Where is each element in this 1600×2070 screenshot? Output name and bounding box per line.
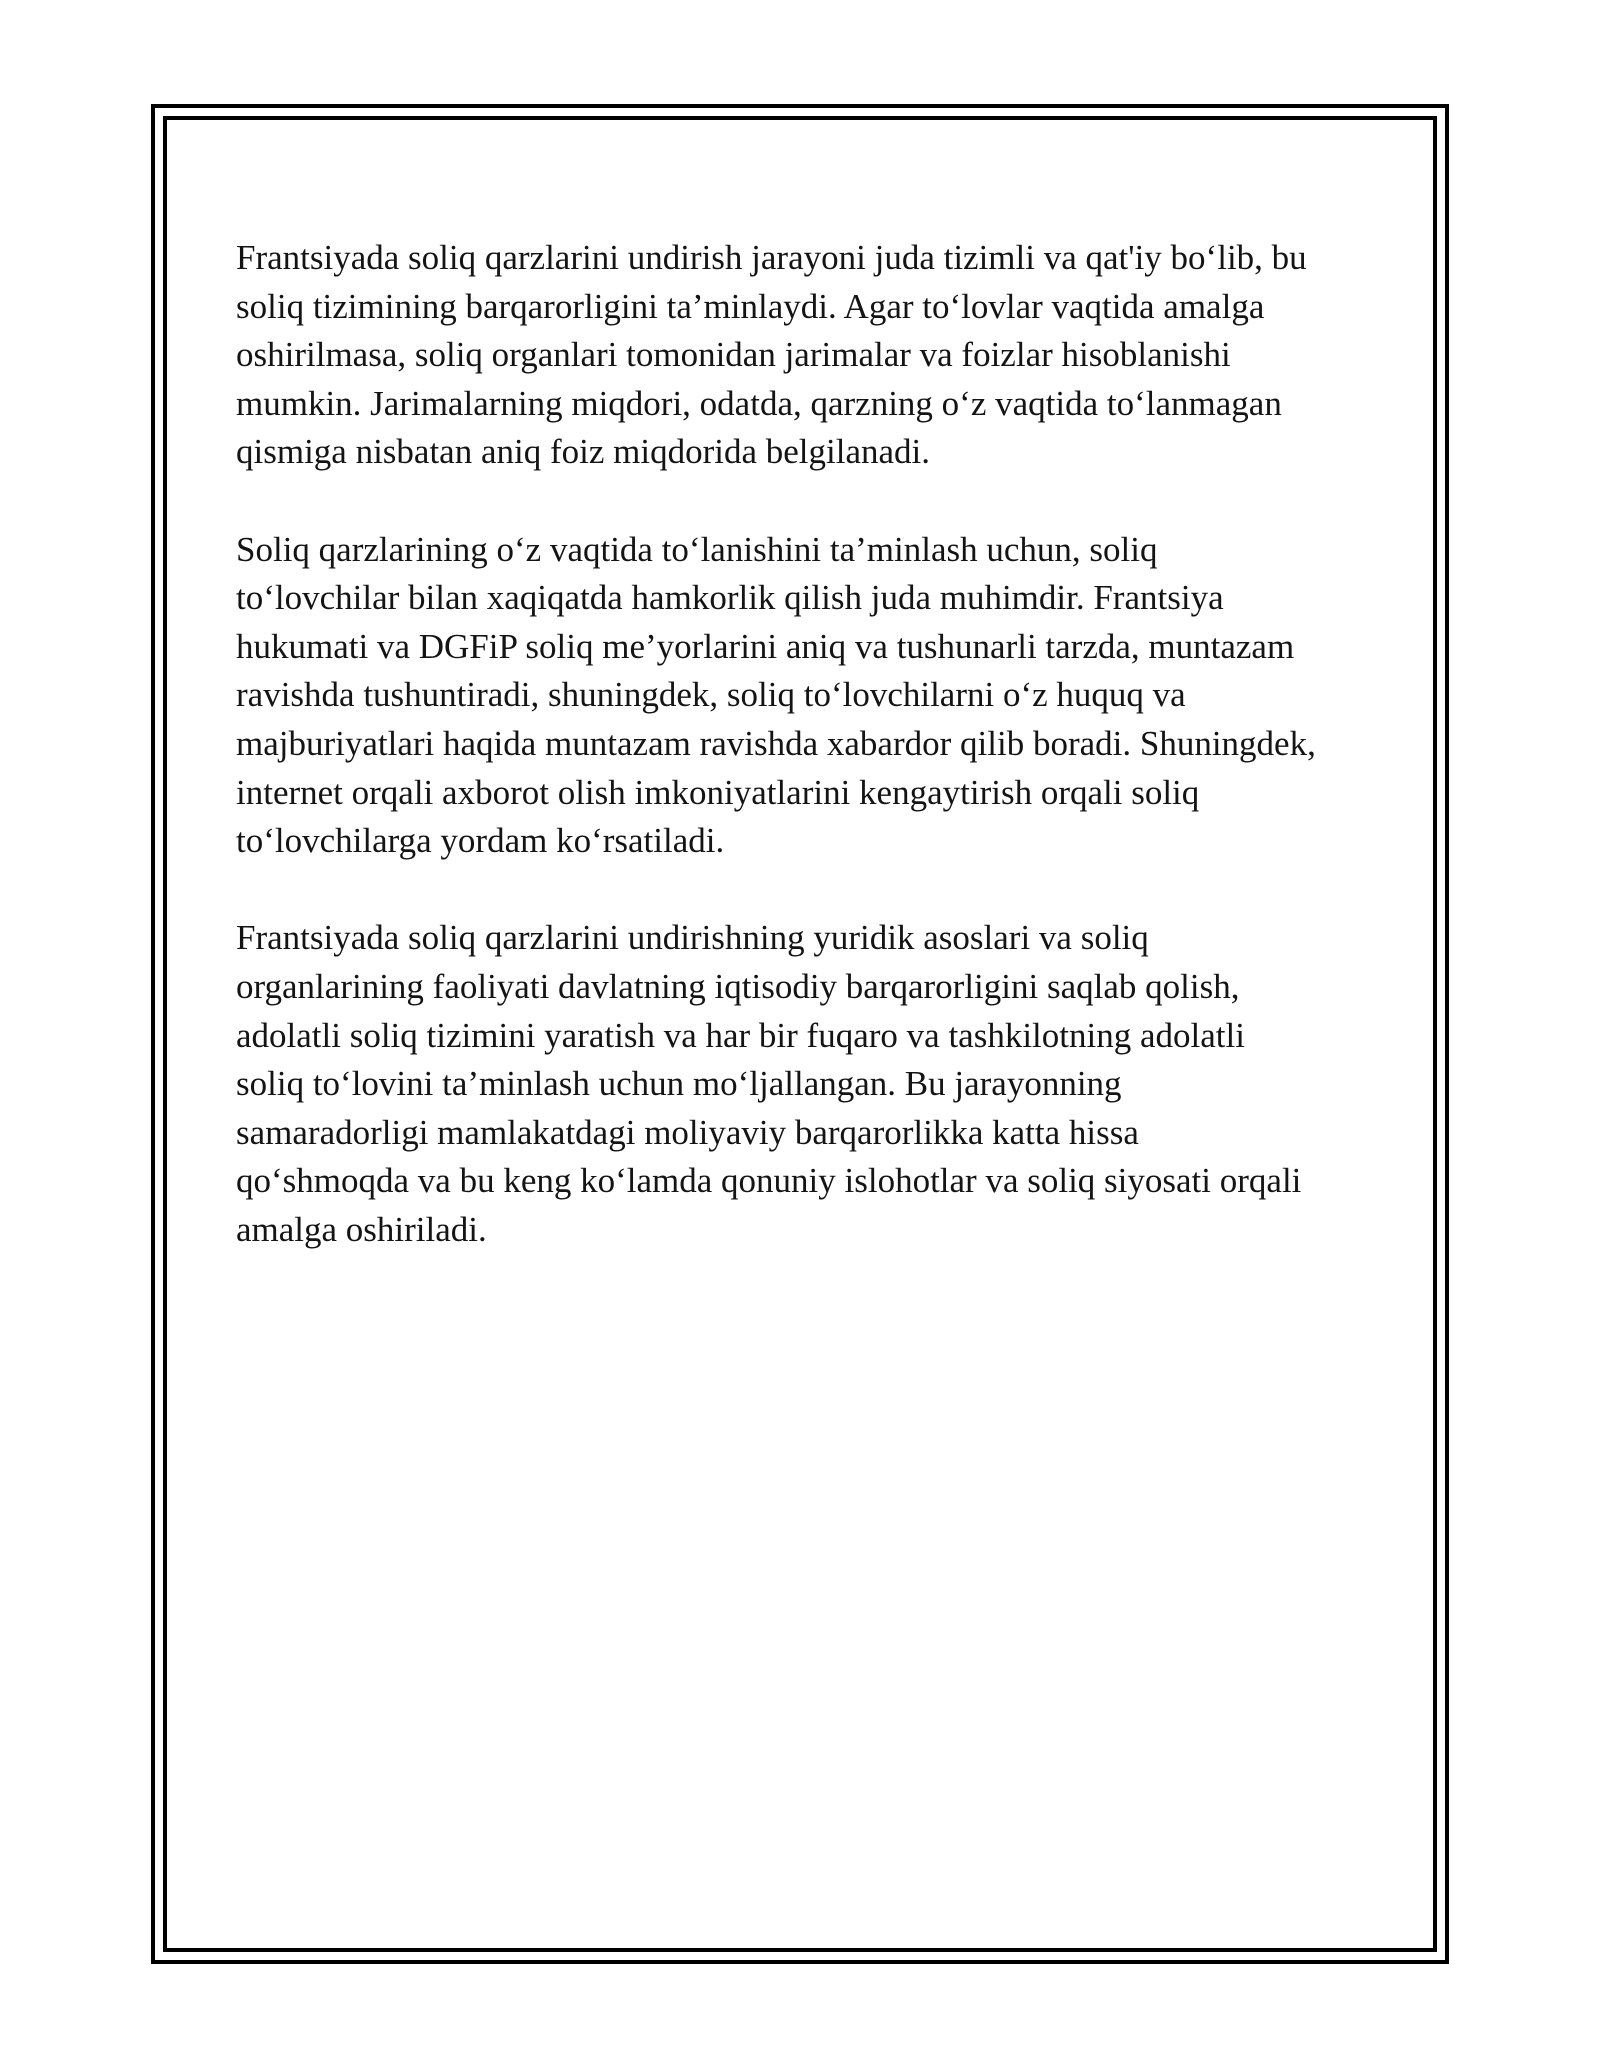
- paragraph-3: Frantsiyada soliq qarzlarini undirishning yuridik asoslari va soliq organlarining faoliyati davlatning iqtisodiy barqarorligini saqlab qolish, adolatli soliq tizimini yaratish va har bir fuqaro va tashkilotning adolatli soliq to‘lovini ta’minlash uchun mo‘ljallangan. Bu jarayonning samaradorligi mamlakatdagi moliyaviy barqarorlikka katta hissa qo‘shmoqda va bu keng ko‘lamda qonuniy islohotlar va soliq siyosati orqali amalga oshiriladi.: [236, 918, 1302, 1249]
- paragraph-1: Frantsiyada soliq qarzlarini undirish jarayoni juda tizimli va qat'iy bo‘lib, bu soliq tizimining barqarorligini ta’minlaydi. Agar to‘lovlar vaqtida amalga oshirilmasa, soliq organlari tomonidan jarimalar va foizlar hisoblanishi mumkin. Jarimalarning miqdori, odatda, qarzning o‘z vaqtida to‘lanmagan qismiga nisbatan aniq foiz miqdorida belgilanadi.: [236, 238, 1307, 472]
- document-body: [236, 234, 1376, 1303]
- paragraph-2: Soliq qarzlarining o‘z vaqtida to‘lanishini ta’minlash uchun, soliq to‘lovchilar bilan xaqiqatda hamkorlik qilish juda muhimdir. Frantsiya hukumati va DGFiP soliq me’yorlarini aniq va tushunarli tarzda, muntazam ravishda tushuntiradi, shuningdek, soliq to‘lovchilarni o‘z huquq va majburiyatlari haqida muntazam ravishda xabardor qilib boradi. Shuningdek, internet orqali axborot olish imkoniyatlarini kengaytirish orqali soliq to‘lovchilarga yordam ko‘rsatiladi.: [236, 529, 1316, 861]
